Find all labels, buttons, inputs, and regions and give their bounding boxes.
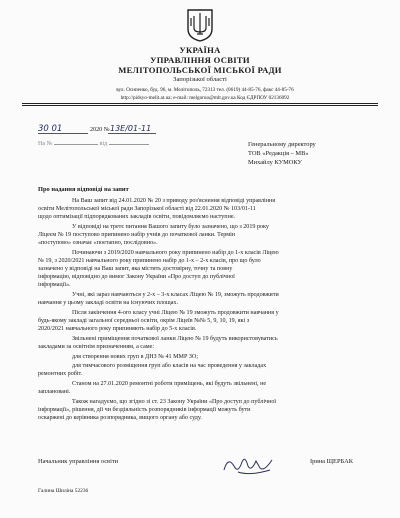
body-line: На Ваш запит від 24.01.2020 № 20 з приводу роз'яснення відповіді управління	[72, 198, 276, 204]
year-label: 2020 №	[90, 127, 110, 133]
handwritten-number: 13Е/01-11	[110, 124, 152, 133]
body-line: інформації», рішення, дії чи бездіяльність розпорядників інформації можуть бути	[38, 407, 251, 413]
address-line: вул. Осипенко, буд. 96, м. Мелітополь, 72313 тел. (0619) 44-85-76, факс 44-85-76	[116, 87, 294, 93]
department-title: УПРАВЛІННЯ ОСВІТИ	[150, 55, 250, 65]
body-line: У відповіді на третє питання Вашого запиту було зазначено, що з 2019 року	[72, 224, 269, 230]
body-line: Станом на 27.01.2020 ремонтні роботи приміщень, які будуть звільнені, не	[72, 381, 267, 387]
header-rule	[22, 103, 378, 104]
body-line: заплановані.	[38, 389, 71, 395]
council-title: МЕЛІТОПОЛЬСЬКОЇ МІСЬКОЇ РАДИ	[118, 65, 282, 75]
body-line: Учні, які зараз навчаються у 2-х – 3-х класах Ліцею № 19, зможуть продовжити	[72, 292, 279, 298]
number-underline	[108, 133, 156, 134]
body-line: Також нагадуємо, що згідно зі ст. 23 Закону України «Про доступ до публічної	[72, 399, 277, 405]
body-line: «поступово» означає «поетапно, послідовно».	[38, 240, 158, 246]
signatory-position: Начальник управління освіти	[38, 458, 119, 465]
letter-subject: Про надання відповіді на запит	[38, 186, 129, 193]
body-line: № 19, з 2020/2021 навчального року припинено набір до 1-х – 2-х класів, про що було	[38, 258, 261, 264]
body-line: освіти Мелітопольської міської ради Запорізької області від 22.01.2020 № 103/01-11	[38, 206, 256, 212]
region-title: Запорізької області	[173, 76, 227, 83]
body-line: 2020/2021 навчального року припиняють набір до 5-х класів.	[38, 326, 197, 332]
body-line: ремонтних робіт.	[38, 371, 83, 377]
coat-of-arms-icon	[185, 7, 215, 43]
body-line: закладами за освітнім призначенням, а саме:	[38, 344, 155, 350]
contacts-line: http://pidsyo-melit.at.ua; e-mail: melgoruo@mlt.gov.ua Код ЄДРПОУ 02136092	[120, 95, 290, 101]
body-line: оскаржені до керівника розпорядника, вищого органу або суду.	[38, 415, 202, 421]
recipient-line-2: ТОВ «Редакція – МВ»	[248, 150, 309, 157]
reply-date-blank	[109, 144, 149, 145]
executor-note: Галина Шиліна 52236	[38, 488, 89, 494]
body-line: Звільнені приміщення початкової ланки Ліцею № 19 будуть використовуватись	[72, 336, 278, 342]
reply-label	[38, 141, 149, 147]
handwritten-signature	[220, 452, 280, 478]
body-line: Ліцеєм № 19 поступово припинено набір учнів до початкової ланки. Термін	[38, 232, 236, 238]
body-line: Починаючи з 2019/2020 навчального року припинено набір до 1-х класів Ліцею	[72, 250, 279, 256]
body-line: для тимчасового розміщення груп або класів на час проведення у закладах	[72, 363, 267, 369]
country-title: УКРАЇНА	[179, 45, 221, 55]
reply-number-blank	[54, 144, 98, 145]
header-rule-secondary	[22, 105, 378, 106]
recipient-line-1: Генеральному директору	[248, 141, 316, 148]
handwritten-date: 30 01	[38, 124, 63, 134]
body-line: щодо оптимізації підпорядкованих закладів освіти, повідомляємо наступне.	[38, 214, 236, 220]
recipient-line-3: Михайлу КУМОКУ	[248, 159, 303, 166]
body-line: навчання у цьому закладі освіти на існуючих площах.	[38, 300, 178, 306]
body-line: інформації».	[38, 282, 71, 288]
body-line: для створення нових груп в ДНЗ № 41 ММР ЗО;	[72, 354, 199, 360]
date-underline	[38, 133, 88, 134]
body-line: Після закінчення 4-ого класу учні Ліцею № 19 зможуть продовжити навчання у	[72, 310, 279, 316]
reply-suffix-text: від	[99, 141, 108, 147]
signatory-name: Ірина ЩЕРБАК	[310, 458, 353, 465]
body-line: будь-якому закладі загальної середньої освіти, окрім Ліцеїв №№ 5, 9, 10, 19, які з	[38, 318, 250, 324]
body-line: зазначено у відповіді на Ваш запит, яка містить достовірну, точну та повну	[38, 266, 233, 272]
body-line: інформацію, відповідно до вимог Закону України «Про доступ до публічної	[38, 274, 235, 280]
reply-label-text: На №	[38, 141, 53, 147]
